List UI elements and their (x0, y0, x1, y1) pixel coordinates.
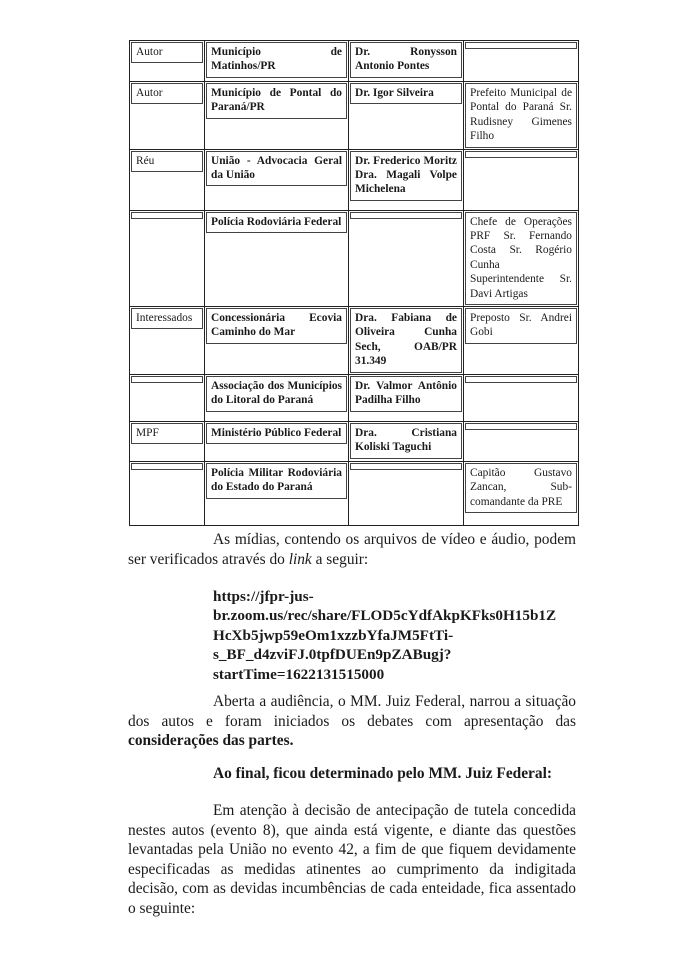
representative-cell: Capitão Gustavo Zancan, Sub-comandante da PRE (465, 463, 577, 513)
final-heading: Ao final, ficou determinado pelo MM. Juiz Federal: (213, 765, 552, 782)
parties-table (129, 40, 579, 526)
representative-cell (465, 376, 577, 383)
table-row (130, 421, 579, 461)
link-line[interactable]: https://jfpr-jus- (213, 588, 314, 605)
representative-cell (465, 42, 577, 49)
decision-paragraph: Em atenção à decisão de antecipação de tutela concedida nestes autos (evento 8), que ainda está vigente, e diante das questões levantadas pela União no evento 42, a fim de que fiquem devidamente especificadas as medidas atinentes ao cumprimento da indigitada decisão, com as devidas incumbências de cada enteidade, fica assentado o seguinte: (128, 802, 576, 917)
representative-cell (465, 423, 577, 430)
table-row (130, 374, 579, 421)
media-text-end: a seguir: (311, 550, 369, 568)
hearing-text: Aberta a audiência, o MM. Juiz Federal, narrou a situação dos autos e foram iniciados os debates com apresentação das (128, 693, 576, 730)
link-word: link (288, 550, 312, 568)
link-line[interactable]: s_BF_d4zviFJ.0tpfDUEn9pZABugj? (213, 646, 452, 664)
party-cell: Ministério Público Federal (206, 423, 347, 444)
role-cell (131, 212, 203, 219)
party-cell: Município de Pontal do Paraná/PR (206, 83, 347, 119)
lawyer-cell: Dr. Ronysson Antonio Pontes (350, 42, 462, 78)
media-text: As mídias, contendo os arquivos de vídeo e áudio, podem ser verificados através do (128, 531, 576, 568)
recording-link[interactable] (213, 587, 583, 684)
role-cell: Interessados (131, 308, 203, 329)
lawyer-cell (350, 212, 462, 219)
table-row (130, 461, 579, 525)
lawyer-cell: Dr. Igor Silveira (350, 83, 462, 104)
hearing-paragraph (128, 692, 576, 751)
representative-cell: Preposto Sr. Andrei Gobi (465, 308, 577, 344)
link-line[interactable]: startTime=1622131515000 (213, 665, 385, 683)
hearing-bold: considerações das partes. (128, 732, 294, 750)
role-cell: Réu (131, 151, 203, 172)
party-cell: Associação dos Municípios do Litoral do Paraná (206, 376, 347, 412)
party-cell: Polícia Rodoviária Federal (206, 212, 347, 233)
party-cell: Município de Matinhos/PR (206, 42, 347, 78)
link-line[interactable]: HcXb5jwp59eOm1xzzbYfaJM5FtTi- (213, 626, 454, 644)
representative-cell (465, 151, 577, 158)
media-paragraph (128, 530, 576, 569)
table-row (130, 307, 579, 375)
party-cell: Polícia Militar Rodoviária do Estado do Paraná (206, 463, 347, 499)
representative-cell: Chefe de Operações PRF Sr. Fernando Costa Sr. Rogério Cunha Superintendente Sr. Davi Artigas (465, 212, 577, 305)
lawyer-cell: Dra. Fabiana de Oliveira Cunha Sech, OAB/PR 31.349 (350, 308, 462, 373)
role-cell (131, 463, 203, 470)
lawyer-cell (350, 463, 462, 470)
role-cell (131, 376, 203, 383)
link-line[interactable]: br.zoom.us/rec/share/FLOD5cYdfAkpKFks0H15b1Z (213, 607, 557, 625)
role-cell: Autor (131, 42, 203, 63)
table-row (130, 82, 579, 150)
table-row (130, 210, 579, 306)
role-cell: MPF (131, 423, 203, 444)
lawyer-cell: Dr. Frederico Moritz Dra. Magali Volpe Michelena (350, 151, 462, 201)
party-cell: União - Advocacia Geral da União (206, 151, 347, 187)
party-cell: Concessionária Ecovia Caminho do Mar (206, 308, 347, 344)
lawyer-cell: Dr. Valmor Antônio Padilha Filho (350, 376, 462, 412)
table-row (130, 149, 579, 210)
table-row (130, 41, 579, 82)
lawyer-cell: Dra. Cristiana Koliski Taguchi (350, 423, 462, 459)
representative-cell: Prefeito Municipal de Pontal do Paraná Sr. Rudisney Gimenes Filho (465, 83, 577, 148)
role-cell: Autor (131, 83, 203, 104)
